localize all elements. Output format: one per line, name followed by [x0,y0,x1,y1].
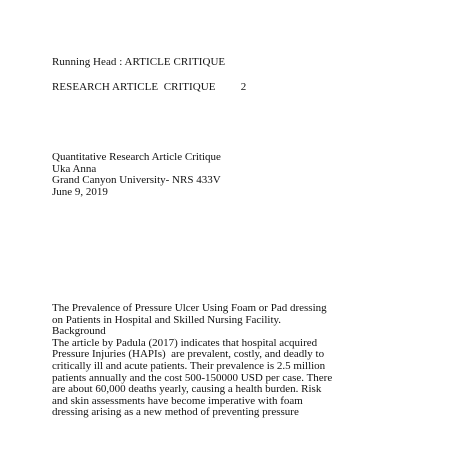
paragraph-line: and skin assessments have become imperative with foam [52,394,303,407]
paragraph-line: Pressure Injuries (HAPIs) are prevalent, costly, and deadly to [52,348,325,361]
title-block [52,152,221,198]
paragraph-line: dressing arising as a new method of preventing pressure [52,406,299,419]
body-text [52,303,397,419]
paragraph-line: The article by Padula (2017) indicates that hospital acquired [52,336,318,349]
date: June 9, 2019 [52,185,108,198]
institution: Grand Canyon University- NRS 433V [52,174,221,187]
article-title-line-2: on Patients in Hospital and Skilled Nursing Facility. [52,313,282,326]
running-head: Running Head : ARTICLE CRITIQUE [52,56,226,68]
section-heading-background: Background [52,325,106,338]
paragraph-line: are about 60,000 deaths yearly, causing a health burden. Risk [52,383,322,396]
paper-title: Quantitative Research Article Critique [52,151,221,163]
paragraph-line: critically ill and acute patients. Their prevalence is 2.5 million [52,359,326,372]
paragraph-line: patients annually and the cost 500-150000 USD per case. There [52,371,333,384]
article-title-line-1: The Prevalence of Pressure Ulcer Using Foam or Pad dressing [52,302,327,314]
page-header: RESEARCH ARTICLE CRITIQUE 2 [52,81,247,93]
author-name: Uka Anna [52,162,97,175]
